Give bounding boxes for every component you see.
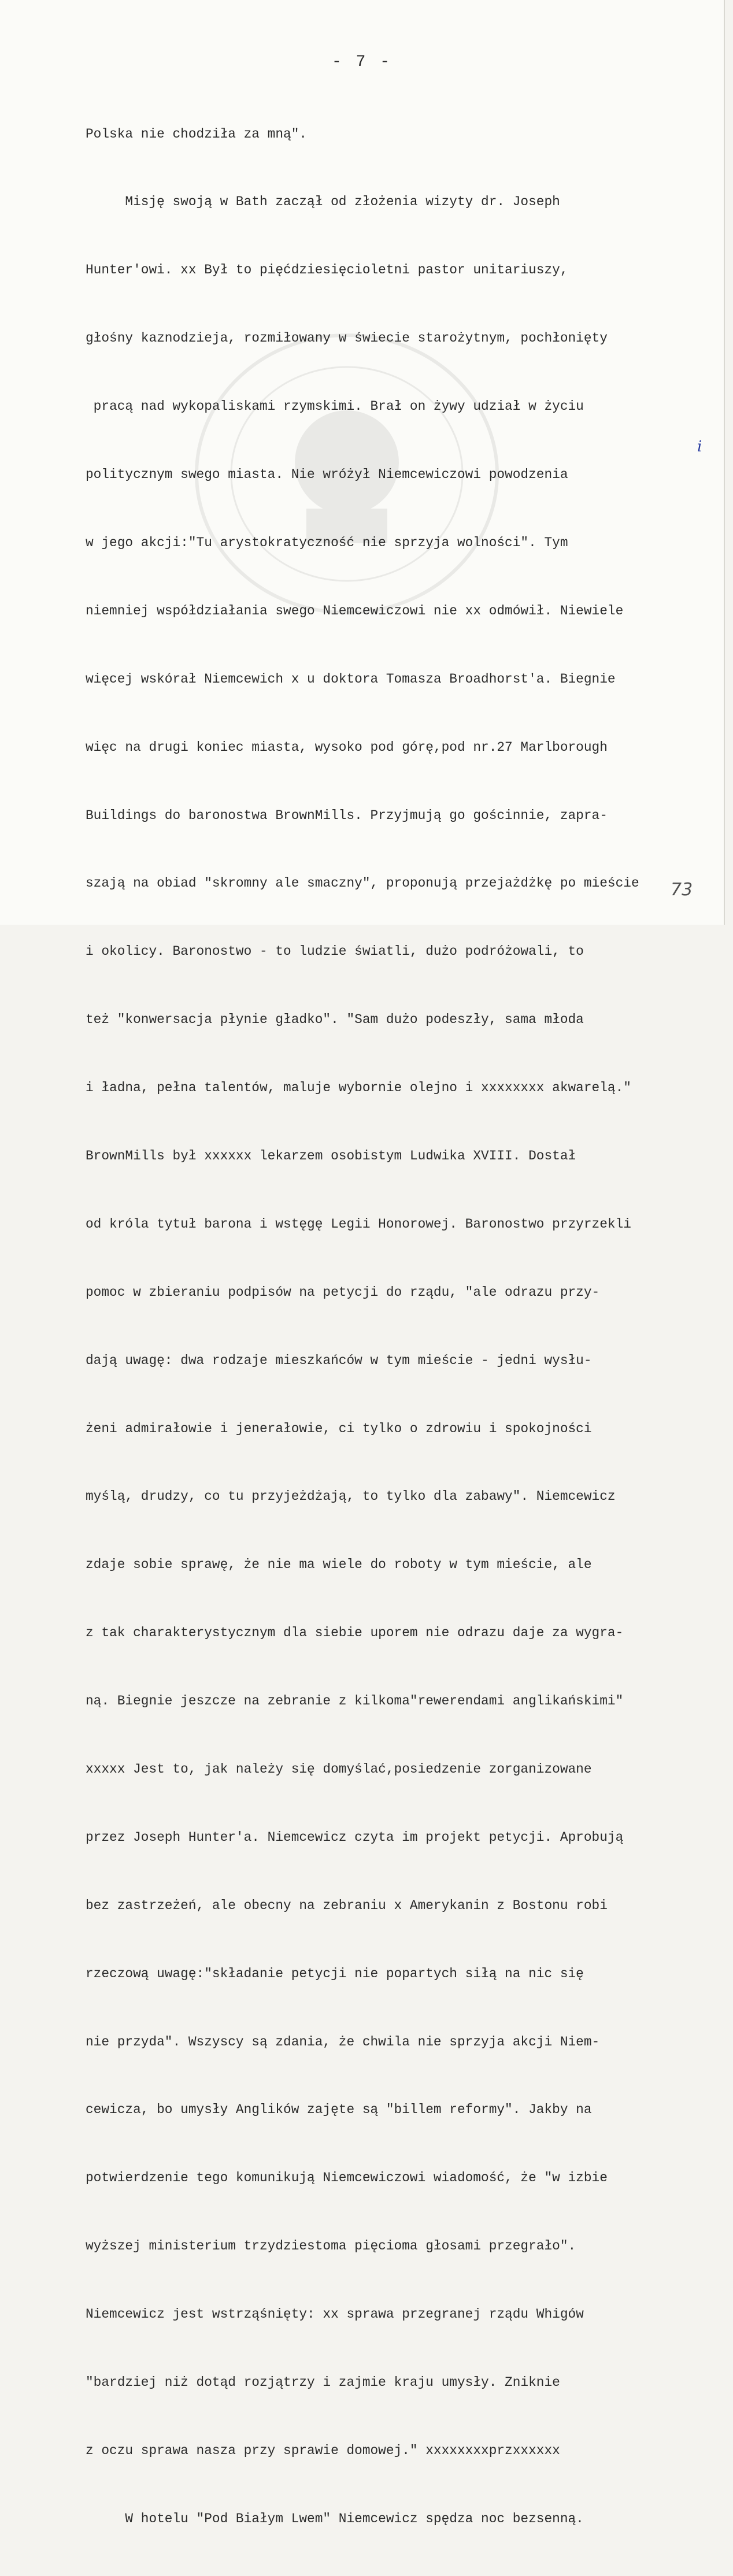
text-line: wyższej ministerium trzydziestoma pięcioma głosami przegrało". [86, 2238, 576, 2254]
text-line: pracą nad wykopaliskami rzymskimi. Brał on żywy udział w życiu [86, 399, 584, 414]
text-line: więcej wskórał Niemcewich x u doktora Tomasza Broadhorst'a. Biegnie [86, 671, 616, 687]
text-line: myślą, drudzy, co tu przyjeżdżają, to tylko dla zabawy". Niemcewicz [86, 1489, 616, 1504]
text-line: Misję swoją w Bath zaczął od złożenia wizyty dr. Joseph [86, 194, 560, 210]
text-line: xxxxx Jest to, jak należy się domyślać,posiedzenie zorganizowane [86, 1761, 592, 1777]
text-line: i ładna, pełna talentów, maluje wybornie olejno i xxxxxxxx akwarelą." [86, 1080, 631, 1096]
text-line: żeni admirałowie i jenerałowie, ci tylko o zdrowiu i spokojności [86, 1421, 592, 1436]
text-line: Buildings do baronostwa BrownMills. Przyjmują go gościnnie, zapra- [86, 807, 608, 823]
text-line: z tak charakterystycznym dla siebie uporem nie odrazu daje za wygra- [86, 1625, 624, 1641]
text-line: od króla tytuł barona i wstęgę Legii Honorowej. Baronostwo przyrzekli [86, 1216, 631, 1232]
text-line: więc na drugi koniec miasta, wysoko pod górę,pod nr.27 Marlborough [86, 739, 608, 755]
text-line: ną. Biegnie jeszcze na zebranie z kilkoma"rewerendami anglikańskimi" [86, 1693, 624, 1709]
text-line: niemniej współdziałania swego Niemcewiczowi nie xx odmówił. Niewiele [86, 603, 624, 618]
folio-number: 73 [671, 880, 693, 900]
typed-text-body [86, 77, 721, 2576]
text-line: z oczu sprawa nasza przy sprawie domowej." xxxxxxxxprzxxxxxx [86, 2442, 560, 2458]
text-line: głośny kaznodzieja, rozmiłowany w świecie starożytnym, pochłonięty [86, 331, 608, 346]
text-line: pomoc w zbieraniu podpisów na petycji do rządu, "ale odrazu przy- [86, 1284, 600, 1300]
text-line: rzeczową uwagę:"składanie petycji nie popartych siłą na nic się [86, 1966, 584, 1981]
margin-handwritten-correction: i [697, 438, 702, 455]
text-line: "bardziej niż dotąd rozjątrzy i zajmie kraju umysły. Zniknie [86, 2374, 560, 2390]
text-line: Niemcewicz jest wstrząśnięty: xx sprawa przegranej rządu Whigów [86, 2307, 584, 2322]
text-line: nie przyda". Wszyscy są zdania, że chwila nie sprzyja akcji Niem- [86, 2034, 600, 2049]
text-line: W hotelu "Pod Białym Lwem" Niemcewicz spędza noc bezsenną. [86, 2511, 584, 2526]
text-line: szają na obiad "skromny ale smaczny", proponują przejażdżkę po mieście [86, 876, 639, 891]
text-line: bez zastrzeżeń, ale obecny na zebraniu x Amerykanin z Bostonu robi [86, 1897, 608, 1913]
text-line: dają uwagę: dwa rodzaje mieszkańców w tym mieście - jedni wysłu- [86, 1352, 592, 1368]
text-line: BrownMills był xxxxxx lekarzem osobistym Ludwika XVIII. Dostał [86, 1148, 576, 1163]
text-line: Polska nie chodziła za mną". [86, 126, 308, 142]
text-line: zdaje sobie sprawę, że nie ma wiele do roboty w tym mieście, ale [86, 1557, 592, 1573]
text-line: i okolicy. Baronostwo - to ludzie światli, dużo podróżowali, to [86, 944, 584, 959]
text-line: cewicza, bo umysły Anglików zajęte są "billem reformy". Jakby na [86, 2102, 592, 2118]
text-line: Hunter'owi. xx Był to pięćdziesięcioletni pastor unitariuszy, [86, 262, 568, 278]
text-line: też "konwersacja płynie gładko". "Sam dużo podeszły, sama młoda [86, 1012, 584, 1028]
text-line: przez Joseph Hunter'a. Niemcewicz czyta im projekt petycji. Aprobują [86, 1829, 624, 1845]
page-number: - 7 - [331, 53, 392, 71]
text-line: w jego akcji:"Tu arystokratyczność nie sprzyja wolności". Tym [86, 535, 568, 550]
text-line: politycznym swego miasta. Nie wróżył Niemcewiczowi powodzenia [86, 467, 568, 483]
text-line: potwierdzenie tego komunikują Niemcewiczowi wiadomość, że "w izbie [86, 2170, 608, 2186]
